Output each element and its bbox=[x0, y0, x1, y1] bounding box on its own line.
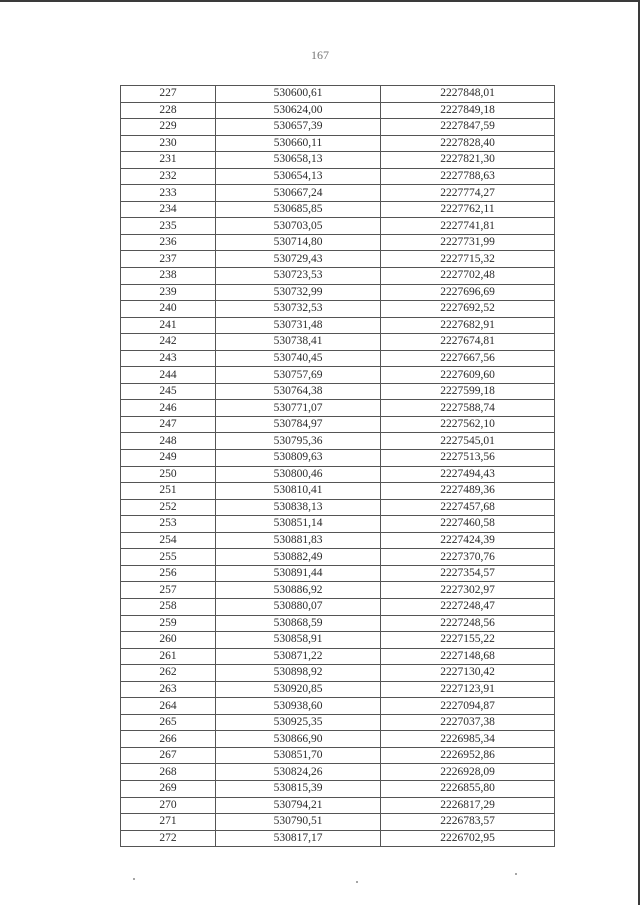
y-coordinate-cell: 2227354,57 bbox=[381, 565, 555, 582]
y-coordinate-cell: 2227762,11 bbox=[381, 201, 555, 218]
point-number-cell: 239 bbox=[121, 284, 216, 301]
table-row bbox=[121, 483, 555, 500]
table-row bbox=[121, 632, 555, 649]
y-coordinate-cell: 2227130,42 bbox=[381, 665, 555, 682]
y-coordinate-cell: 2227489,36 bbox=[381, 483, 555, 500]
x-coordinate-cell: 530881,83 bbox=[216, 532, 381, 549]
coordinates-table-body bbox=[121, 86, 555, 847]
y-coordinate-cell: 2227094,87 bbox=[381, 698, 555, 715]
point-number-cell: 248 bbox=[121, 433, 216, 450]
x-coordinate-cell: 530738,41 bbox=[216, 334, 381, 351]
y-coordinate-cell: 2227788,63 bbox=[381, 168, 555, 185]
point-number-cell: 254 bbox=[121, 532, 216, 549]
y-coordinate-cell: 2227696,69 bbox=[381, 284, 555, 301]
point-number-cell: 263 bbox=[121, 681, 216, 698]
point-number-cell: 257 bbox=[121, 582, 216, 599]
y-coordinate-cell: 2227037,38 bbox=[381, 714, 555, 731]
y-coordinate-cell: 2226985,34 bbox=[381, 731, 555, 748]
point-number-cell: 228 bbox=[121, 102, 216, 119]
point-number-cell: 232 bbox=[121, 168, 216, 185]
x-coordinate-cell: 530886,92 bbox=[216, 582, 381, 599]
point-number-cell: 253 bbox=[121, 516, 216, 533]
table-row bbox=[121, 698, 555, 715]
x-coordinate-cell: 530764,38 bbox=[216, 383, 381, 400]
x-coordinate-cell: 530938,60 bbox=[216, 698, 381, 715]
x-coordinate-cell: 530731,48 bbox=[216, 317, 381, 334]
table-row bbox=[121, 731, 555, 748]
table-row bbox=[121, 565, 555, 582]
y-coordinate-cell: 2227702,48 bbox=[381, 268, 555, 285]
table-row bbox=[121, 119, 555, 136]
y-coordinate-cell: 2227460,58 bbox=[381, 516, 555, 533]
point-number-cell: 234 bbox=[121, 201, 216, 218]
point-number-cell: 233 bbox=[121, 185, 216, 202]
table-row bbox=[121, 665, 555, 682]
table-row bbox=[121, 416, 555, 433]
x-coordinate-cell: 530723,53 bbox=[216, 268, 381, 285]
point-number-cell: 246 bbox=[121, 400, 216, 417]
point-number-cell: 256 bbox=[121, 565, 216, 582]
point-number-cell: 261 bbox=[121, 648, 216, 665]
x-coordinate-cell: 530871,22 bbox=[216, 648, 381, 665]
point-number-cell: 229 bbox=[121, 119, 216, 136]
table-row bbox=[121, 218, 555, 235]
x-coordinate-cell: 530882,49 bbox=[216, 549, 381, 566]
table-row bbox=[121, 301, 555, 318]
table-row bbox=[121, 400, 555, 417]
table-row bbox=[121, 135, 555, 152]
y-coordinate-cell: 2227849,18 bbox=[381, 102, 555, 119]
x-coordinate-cell: 530703,05 bbox=[216, 218, 381, 235]
y-coordinate-cell: 2227545,01 bbox=[381, 433, 555, 450]
point-number-cell: 260 bbox=[121, 632, 216, 649]
y-coordinate-cell: 2226817,29 bbox=[381, 797, 555, 814]
y-coordinate-cell: 2227828,40 bbox=[381, 135, 555, 152]
x-coordinate-cell: 530790,51 bbox=[216, 814, 381, 831]
x-coordinate-cell: 530868,59 bbox=[216, 615, 381, 632]
y-coordinate-cell: 2227609,60 bbox=[381, 367, 555, 384]
x-coordinate-cell: 530657,39 bbox=[216, 119, 381, 136]
y-coordinate-cell: 2227741,81 bbox=[381, 218, 555, 235]
table-row bbox=[121, 433, 555, 450]
table-row bbox=[121, 516, 555, 533]
x-coordinate-cell: 530851,14 bbox=[216, 516, 381, 533]
page-number: 167 bbox=[311, 48, 329, 62]
x-coordinate-cell: 530809,63 bbox=[216, 450, 381, 467]
y-coordinate-cell: 2226702,95 bbox=[381, 830, 555, 847]
x-coordinate-cell: 530685,85 bbox=[216, 201, 381, 218]
point-number-cell: 242 bbox=[121, 334, 216, 351]
point-number-cell: 243 bbox=[121, 350, 216, 367]
y-coordinate-cell: 2227682,91 bbox=[381, 317, 555, 334]
x-coordinate-cell: 530920,85 bbox=[216, 681, 381, 698]
x-coordinate-cell: 530654,13 bbox=[216, 168, 381, 185]
point-number-cell: 245 bbox=[121, 383, 216, 400]
point-number-cell: 252 bbox=[121, 499, 216, 516]
table-row bbox=[121, 814, 555, 831]
x-coordinate-cell: 530757,69 bbox=[216, 367, 381, 384]
point-number-cell: 270 bbox=[121, 797, 216, 814]
table-row bbox=[121, 830, 555, 847]
table-row bbox=[121, 549, 555, 566]
coordinates-table bbox=[120, 85, 555, 847]
point-number-cell: 244 bbox=[121, 367, 216, 384]
x-coordinate-cell: 530794,21 bbox=[216, 797, 381, 814]
x-coordinate-cell: 530838,13 bbox=[216, 499, 381, 516]
point-number-cell: 266 bbox=[121, 731, 216, 748]
y-coordinate-cell: 2227370,76 bbox=[381, 549, 555, 566]
table-row bbox=[121, 797, 555, 814]
y-coordinate-cell: 2227674,81 bbox=[381, 334, 555, 351]
x-coordinate-cell: 530815,39 bbox=[216, 780, 381, 797]
table-row bbox=[121, 681, 555, 698]
y-coordinate-cell: 2227847,59 bbox=[381, 119, 555, 136]
point-number-cell: 267 bbox=[121, 747, 216, 764]
scan-edge-top bbox=[0, 0, 640, 2]
table-row bbox=[121, 582, 555, 599]
point-number-cell: 241 bbox=[121, 317, 216, 334]
point-number-cell: 227 bbox=[121, 86, 216, 103]
y-coordinate-cell: 2227155,22 bbox=[381, 632, 555, 649]
table-row bbox=[121, 383, 555, 400]
point-number-cell: 264 bbox=[121, 698, 216, 715]
table-row bbox=[121, 152, 555, 169]
point-number-cell: 262 bbox=[121, 665, 216, 682]
y-coordinate-cell: 2227248,47 bbox=[381, 598, 555, 615]
table-row bbox=[121, 615, 555, 632]
y-coordinate-cell: 2226855,80 bbox=[381, 780, 555, 797]
point-number-cell: 265 bbox=[121, 714, 216, 731]
point-number-cell: 259 bbox=[121, 615, 216, 632]
x-coordinate-cell: 530891,44 bbox=[216, 565, 381, 582]
table-row bbox=[121, 714, 555, 731]
table-row bbox=[121, 450, 555, 467]
x-coordinate-cell: 530714,80 bbox=[216, 234, 381, 251]
table-row bbox=[121, 747, 555, 764]
x-coordinate-cell: 530851,70 bbox=[216, 747, 381, 764]
x-coordinate-cell: 530784,97 bbox=[216, 416, 381, 433]
y-coordinate-cell: 2227692,52 bbox=[381, 301, 555, 318]
y-coordinate-cell: 2226952,86 bbox=[381, 747, 555, 764]
point-number-cell: 269 bbox=[121, 780, 216, 797]
y-coordinate-cell: 2227248,56 bbox=[381, 615, 555, 632]
x-coordinate-cell: 530880,07 bbox=[216, 598, 381, 615]
table-row bbox=[121, 532, 555, 549]
x-coordinate-cell: 530658,13 bbox=[216, 152, 381, 169]
point-number-cell: 237 bbox=[121, 251, 216, 268]
table-row bbox=[121, 268, 555, 285]
y-coordinate-cell: 2227494,43 bbox=[381, 466, 555, 483]
point-number-cell: 240 bbox=[121, 301, 216, 318]
y-coordinate-cell: 2227302,97 bbox=[381, 582, 555, 599]
x-coordinate-cell: 530795,36 bbox=[216, 433, 381, 450]
y-coordinate-cell: 2227513,56 bbox=[381, 450, 555, 467]
x-coordinate-cell: 530667,24 bbox=[216, 185, 381, 202]
scan-speck bbox=[356, 881, 358, 883]
y-coordinate-cell: 2227731,99 bbox=[381, 234, 555, 251]
table-row bbox=[121, 367, 555, 384]
point-number-cell: 258 bbox=[121, 598, 216, 615]
x-coordinate-cell: 530624,00 bbox=[216, 102, 381, 119]
y-coordinate-cell: 2227667,56 bbox=[381, 350, 555, 367]
point-number-cell: 236 bbox=[121, 234, 216, 251]
y-coordinate-cell: 2227457,68 bbox=[381, 499, 555, 516]
y-coordinate-cell: 2227715,32 bbox=[381, 251, 555, 268]
y-coordinate-cell: 2226783,57 bbox=[381, 814, 555, 831]
point-number-cell: 235 bbox=[121, 218, 216, 235]
y-coordinate-cell: 2227848,01 bbox=[381, 86, 555, 103]
table-row bbox=[121, 201, 555, 218]
y-coordinate-cell: 2227774,27 bbox=[381, 185, 555, 202]
x-coordinate-cell: 530729,43 bbox=[216, 251, 381, 268]
table-row bbox=[121, 234, 555, 251]
y-coordinate-cell: 2226928,09 bbox=[381, 764, 555, 781]
table-row bbox=[121, 350, 555, 367]
point-number-cell: 247 bbox=[121, 416, 216, 433]
x-coordinate-cell: 530732,53 bbox=[216, 301, 381, 318]
x-coordinate-cell: 530660,11 bbox=[216, 135, 381, 152]
table-row bbox=[121, 185, 555, 202]
point-number-cell: 272 bbox=[121, 830, 216, 847]
table-row bbox=[121, 168, 555, 185]
y-coordinate-cell: 2227588,74 bbox=[381, 400, 555, 417]
scan-speck bbox=[133, 878, 135, 880]
x-coordinate-cell: 530740,45 bbox=[216, 350, 381, 367]
x-coordinate-cell: 530824,26 bbox=[216, 764, 381, 781]
point-number-cell: 250 bbox=[121, 466, 216, 483]
table-row bbox=[121, 780, 555, 797]
table-row bbox=[121, 764, 555, 781]
x-coordinate-cell: 530817,17 bbox=[216, 830, 381, 847]
table-row bbox=[121, 102, 555, 119]
y-coordinate-cell: 2227424,39 bbox=[381, 532, 555, 549]
x-coordinate-cell: 530600,61 bbox=[216, 86, 381, 103]
table-row bbox=[121, 86, 555, 103]
y-coordinate-cell: 2227148,68 bbox=[381, 648, 555, 665]
point-number-cell: 255 bbox=[121, 549, 216, 566]
table-row bbox=[121, 466, 555, 483]
x-coordinate-cell: 530898,92 bbox=[216, 665, 381, 682]
table-row bbox=[121, 598, 555, 615]
y-coordinate-cell: 2227562,10 bbox=[381, 416, 555, 433]
table-row bbox=[121, 648, 555, 665]
point-number-cell: 271 bbox=[121, 814, 216, 831]
x-coordinate-cell: 530866,90 bbox=[216, 731, 381, 748]
y-coordinate-cell: 2227123,91 bbox=[381, 681, 555, 698]
table-row bbox=[121, 284, 555, 301]
x-coordinate-cell: 530732,99 bbox=[216, 284, 381, 301]
point-number-cell: 268 bbox=[121, 764, 216, 781]
x-coordinate-cell: 530858,91 bbox=[216, 632, 381, 649]
y-coordinate-cell: 2227599,18 bbox=[381, 383, 555, 400]
point-number-cell: 251 bbox=[121, 483, 216, 500]
table-row bbox=[121, 499, 555, 516]
x-coordinate-cell: 530771,07 bbox=[216, 400, 381, 417]
x-coordinate-cell: 530925,35 bbox=[216, 714, 381, 731]
y-coordinate-cell: 2227821,30 bbox=[381, 152, 555, 169]
table-row bbox=[121, 334, 555, 351]
table-row bbox=[121, 251, 555, 268]
point-number-cell: 231 bbox=[121, 152, 216, 169]
point-number-cell: 238 bbox=[121, 268, 216, 285]
table-row bbox=[121, 317, 555, 334]
scan-speck bbox=[515, 873, 517, 875]
x-coordinate-cell: 530800,46 bbox=[216, 466, 381, 483]
x-coordinate-cell: 530810,41 bbox=[216, 483, 381, 500]
point-number-cell: 249 bbox=[121, 450, 216, 467]
point-number-cell: 230 bbox=[121, 135, 216, 152]
